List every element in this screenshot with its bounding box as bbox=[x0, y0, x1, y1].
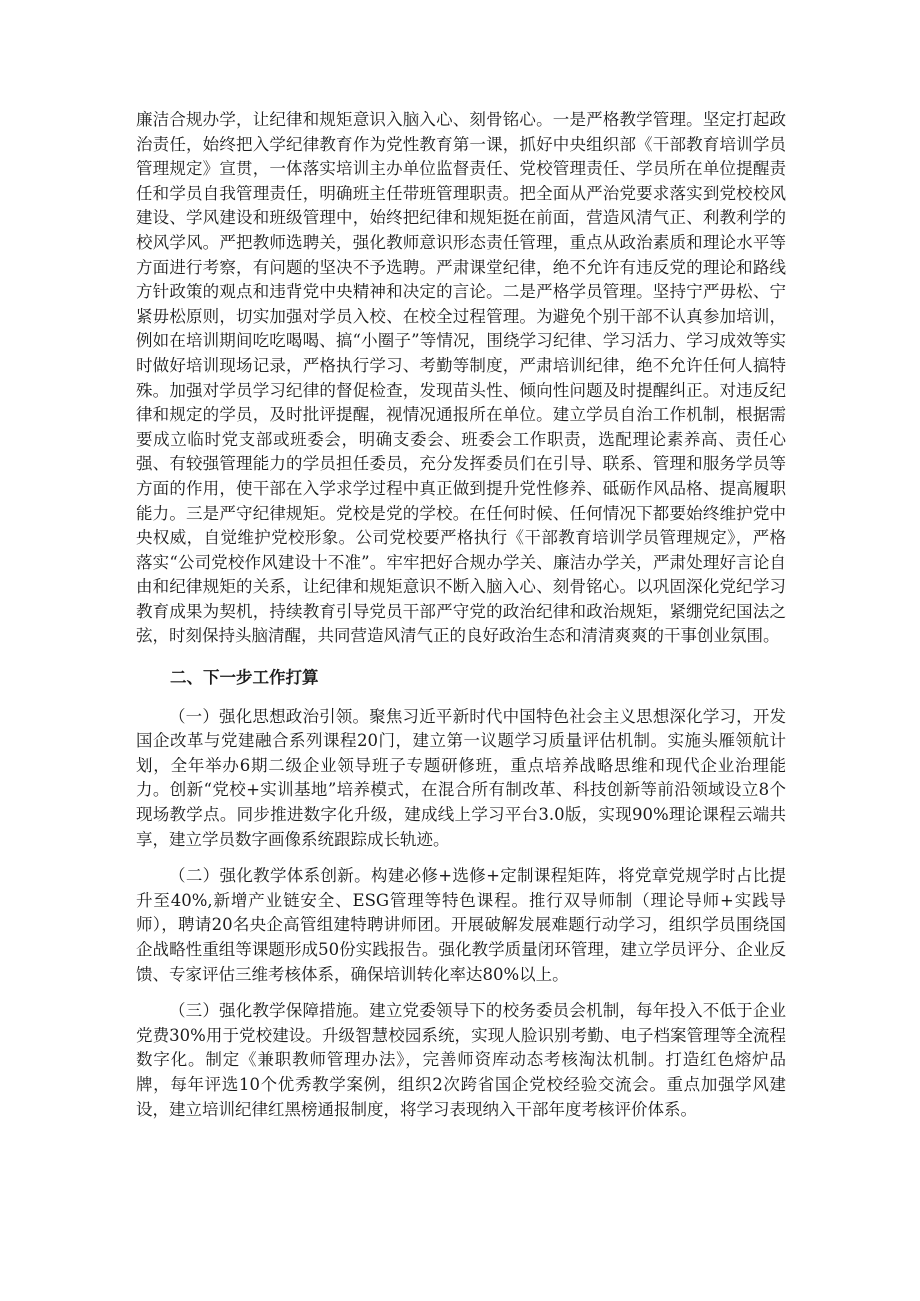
paragraph-item-3: （三）强化教学保障措施。建立党委领导下的校务委员会机制，每年投入不低于企业党费30%用于党校建设。升级智慧校园系统，实现人脸识别考勤、电子档案管理等全流程数字化。制定《兼职教师管理办法》，完善师资库动态考核淘汰机制。打造红色熔炉品牌，每年评选10个优秀教学案例，组织2次跨省国企党校经验交流会。重点加强学风建设，建立培训纪律红黑榜通报制度，将学习表现纳入干部年度考核评价体系。 bbox=[136, 1001, 786, 1119]
section-heading: 二、下一步工作打算 bbox=[170, 668, 319, 688]
paragraph-item-1: （一）强化思想政治引领。聚焦习近平新时代中国特色社会主义思想深化学习，开发国企改革与党建融合系列课程20门，建立第一议题学习质量评估机制。实施头雁领航计划，全年举办6期二级企业领导班子专题研修班，重点培养战略思维和现代企业治理能力。创新“党校+实训基地”培养模式，在混合所有制改革、科技创新等前沿领域设立8个现场教学点。同步推进数字化升级，建成线上学习平台3.0版，实现90%理论课程云端共享，建立学员数字画像系统跟踪成长轨迹。 bbox=[136, 706, 786, 849]
intro-paragraph: 廉洁合规办学，让纪律和规矩意识入脑入心、刻骨铭心。一是严格教学管理。坚定打起政治责任，始终把入学纪律教育作为党性教育第一课，抓好中央组织部《干部教育培训学员管理规定》宣贯，一体落实培训主办单位监督责任、党校管理责任、学员所在单位提醒责任和学员自我管理责任，明确班主任带班管理职责。把全面从严治党要求落实到党校校风建设、学风建设和班级管理中，始终把纪律和规矩挺在前面，营造风清气正、利教利学的校风学风。严把教师选聘关，强化教师意识形态责任管理，重点从政治素质和理论水平等方面进行考察，有问题的坚决不予选聘。严肃课堂纪律，绝不允许有违反党的理论和路线方针政策的观点和违背党中央精神和决定的言论。二是严格学员管理。坚持宁严毋松、宁紧毋松原则，切实加强对学员入校、在校全过程管理。为避免个别干部不认真参加培训，例如在培训期间吃吃喝喝、搞“小圈子”等情况，围绕学习纪律、学习活力、学习成效等实时做好培训现场记录，严格执行学习、考勤等制度，严肃培训纪律，绝不允许任何人搞特殊。加强对学员学习纪律的督促检查，发现苗头性、倾向性问题及时提醒纠正。对违反纪律和规定的学员，及时批评提醒，视情况通报所在单位。建立学员自治工作机制，根据需要成立临时党支部或班委会，明确支委会、班委会工作职责，选配理论素养高、责任心强、有较强管理能力的学员担任委员，充分发挥委员们在引导、联系、管理和服务学员等方面的作用，使干部在入学求学过程中真正做到提升党性修养、砥砺作风品格、提高履职能力。三是严守纪律规矩。党校是党的学校。在任何时候、任何情况下都要始终维护党中央权威，自觉维护党校形象。公司党校要严格执行《干部教育培训学员管理规定》，严格落实“公司党校作风建设十不准”。牢牢把好合规办学关、廉洁办学关，严肃处理好言论自由和纪律规矩的关系，让纪律和规矩意识不断入脑入心、刻骨铭心。以巩固深化党纪学习教育成果为契机，持续教育引导党员干部严守党的政治纪律和政治规矩，紧绷党纪国法之弦，时刻保持头脑清醒，共同营造风清气正的良好政治生态和清清爽爽的干事创业氛围。 bbox=[136, 110, 786, 646]
paragraph-item-2: （二）强化教学体系创新。构建必修+选修+定制课程矩阵，将党章党规学时占比提升至40%,新增产业链安全、ESG管理等特色课程。推行双导师制（理论导师+实践导师），聘请20名央企高管组建特聘讲师团。开展破解发展难题行动学习，组织学员围绕国企战略性重组等课题形成50份实践报告。强化教学质量闭环管理，建立学员评分、企业反馈、专家评估三维考核体系，确保培训转化率达80%以上。 bbox=[136, 866, 786, 984]
document-body bbox=[136, 108, 786, 1122]
